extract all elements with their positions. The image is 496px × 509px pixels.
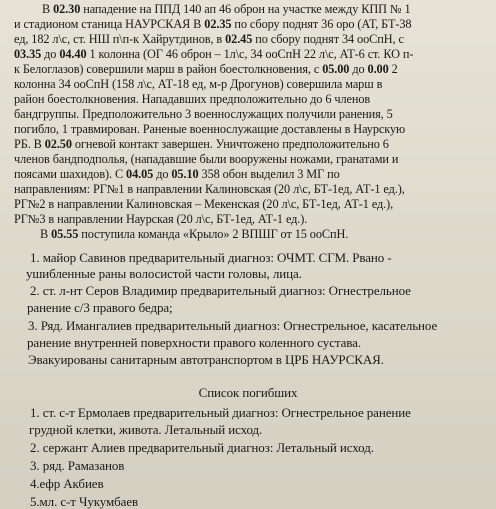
- injured-line: ранение с/3 правого бедра;: [27, 300, 173, 315]
- report-line: РБ. В 02.50 огневой контакт завершен. Уничтожено предположительно 6: [14, 137, 389, 151]
- report-line: 03.35 до 04.40 1 колонна (ОГ 46 оброн – 1л\с, 34 ооСпН 22 л\с, АТ-6 ст. КО п-: [14, 47, 414, 61]
- report-line: колонна 34 ооСпН (158 л\с, АТ-18 ед, м-р Дрогунов) совершила марш в: [14, 77, 383, 91]
- report-line: РГ№3 в направлении Наурская (20 л\с, БТ-1ед, АТ-1 ед.).: [14, 212, 308, 226]
- killed-line: 1. ст. с-т Ермолаев предварительный диагноз: Огнестрельное ранение: [30, 405, 411, 420]
- report-line: В 05.55 поступила команда «Крыло» 2 ВПШГ от 15 ооСпН.: [40, 227, 349, 241]
- report-line: и стадионом станица НАУРСКАЯ В 02.35 по сбору поднят 36 оро (АТ, БТ-38: [14, 17, 412, 31]
- report-line: направлениям: РГ№1 в направлении Калиновская (20 л\с, БТ-1ед, АТ-1 ед.),: [14, 182, 405, 196]
- injured-line: 1. майор Савинов предварительный диагноз: ОЧМТ. СГМ. Рвано -: [30, 250, 392, 265]
- killed-list-title: Список погибших: [198, 385, 298, 400]
- report-line: погибло, 1 травмирован. Раненые военнослужащие доставлены в Наурскую: [14, 122, 406, 136]
- report-line: ед, 182 л\с, ст. НШ п\п-к Хайрутдинов, в 02.45 по сбору поднят 34 ооСпН, с: [14, 32, 404, 46]
- report-line: бандгруппы. Предположительно 3 военнослужащих получили ранения, 5: [14, 107, 393, 121]
- killed-line: 2. сержант Алиев предварительный диагноз: Летальный исход.: [30, 440, 374, 455]
- report-line: поясами шахидов). С 04.05 до 05.10 358 обон выделил 3 МГ по: [14, 167, 340, 181]
- killed-line: 3. ряд. Рамазанов: [30, 458, 125, 473]
- injured-line: ушибленные раны волосистой части головы, лица.: [26, 266, 302, 281]
- injured-line: Эвакуированы санитарным автотранспортом в ЦРБ НАУРСКАЯ.: [28, 352, 384, 367]
- killed-line: 5.мл. с-т Чукумбаев: [30, 494, 139, 509]
- injured-line: 3. Ряд. Имангалиев предварительный диагноз: Огнестрельное, касательное: [28, 318, 438, 333]
- report-line: РГ№2 в направлении Калиновская – Мекенская (20 л\с, БТ-1ед, АТ-1 ед.),: [14, 197, 394, 211]
- injured-line: 2. ст. л-нт Серов Владимир предварительный диагноз: Огнестрельное: [30, 283, 411, 298]
- killed-line: грудной клетки, живота. Летальный исход.: [29, 422, 263, 437]
- report-line: членов бандподполья, (нападавшие были вооружены ножами, гранатами и: [14, 152, 399, 166]
- injured-line: ранение внутренней поверхности правого коленного сустава.: [27, 335, 361, 350]
- report-line: к Белоглазов) совершили марш в район боестолкновения, с 05.00 до 0.00 2: [14, 62, 398, 76]
- killed-line: 4.ефр Акбиев: [30, 476, 104, 491]
- report-line: район боестолкновения. Нападавших предположительно до 6 членов: [14, 92, 371, 106]
- report-line: В 02.30 нападение на ППД 140 ап 46 оброн на участке между КПП № 1: [42, 2, 411, 16]
